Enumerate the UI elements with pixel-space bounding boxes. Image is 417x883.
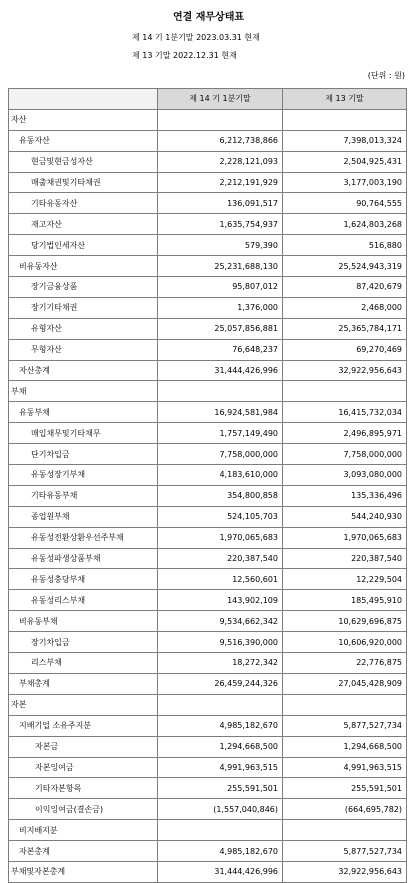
row-label: 유동자산 [9,130,158,151]
table-row [9,235,407,256]
table-row [9,130,407,151]
row-label: 자본총계 [9,841,158,862]
row-label: 현금및현금성자산 [9,151,158,172]
row-label: 종업원부채 [9,506,158,527]
row-prior-value: 135,336,496 [283,485,407,506]
row-prior-value: 7,398,013,324 [283,130,407,151]
subtitle-prior-period: 제 13 기말 2022.12.31 현재 [132,51,237,60]
row-current-value: 4,183,610,000 [158,465,283,486]
row-current-value: 18,272,342 [158,653,283,674]
row-current-value: 354,800,858 [158,485,283,506]
row-current-value: 25,231,688,130 [158,256,283,277]
unit-label: (단위 : 원) [367,71,405,80]
row-prior-value: 1,294,668,500 [283,736,407,757]
row-label: 비유동자산 [9,256,158,277]
row-current-value: 4,985,182,670 [158,841,283,862]
row-current-value: 12,560,601 [158,569,283,590]
row-label: 유동성파생상품부채 [9,548,158,569]
row-prior-value [283,694,407,715]
row-prior-value: 2,468,000 [283,297,407,318]
row-prior-value [283,820,407,841]
row-label: 자산 [9,109,158,130]
table-row [9,277,407,298]
row-label: 단기차입금 [9,444,158,465]
row-label: 비유동부채 [9,611,158,632]
table-row [9,757,407,778]
row-prior-value: 5,877,527,734 [283,841,407,862]
row-current-value [158,381,283,402]
table-row [9,861,407,882]
row-current-value: 1,635,754,937 [158,214,283,235]
table-row [9,214,407,235]
row-label: 비지배지분 [9,820,158,841]
row-label: 재고자산 [9,214,158,235]
row-prior-value: 544,240,930 [283,506,407,527]
row-current-value [158,694,283,715]
table-row [9,548,407,569]
row-current-value: 31,444,426,996 [158,360,283,381]
table-row [9,485,407,506]
table-row [9,193,407,214]
row-current-value: 25,057,856,881 [158,318,283,339]
table-row [9,339,407,360]
row-prior-value: 5,877,527,734 [283,715,407,736]
row-current-value: 1,757,149,490 [158,423,283,444]
row-label: 자산총계 [9,360,158,381]
table-row [9,778,407,799]
row-current-value [158,109,283,130]
table-row [9,423,407,444]
row-prior-value: 25,365,784,171 [283,318,407,339]
row-prior-value: 32,922,956,643 [283,861,407,882]
table-row [9,736,407,757]
row-prior-value: 2,496,895,971 [283,423,407,444]
header-item [9,89,158,110]
row-prior-value: 90,764,555 [283,193,407,214]
row-prior-value: 1,624,803,268 [283,214,407,235]
row-prior-value [283,381,407,402]
table-row [9,569,407,590]
table-row [9,506,407,527]
row-current-value: 1,970,065,683 [158,527,283,548]
row-prior-value: 69,270,469 [283,339,407,360]
row-prior-value: 2,504,925,431 [283,151,407,172]
row-current-value: 16,924,581,984 [158,402,283,423]
row-current-value: 95,807,012 [158,277,283,298]
row-label: 당기법인세자산 [9,235,158,256]
row-label: 기타유동부채 [9,485,158,506]
table-row [9,590,407,611]
header-prior: 제 13 기말 [283,89,407,110]
row-prior-value: 1,970,065,683 [283,527,407,548]
table-row [9,381,407,402]
row-prior-value: 87,420,679 [283,277,407,298]
row-current-value: 9,516,390,000 [158,632,283,653]
row-prior-value: 12,229,504 [283,569,407,590]
table-row [9,151,407,172]
table-row [9,444,407,465]
row-label: 유동성전환상환우선주부채 [9,527,158,548]
row-prior-value: 16,415,732,034 [283,402,407,423]
row-current-value: 6,212,738,866 [158,130,283,151]
row-current-value: 4,985,182,670 [158,715,283,736]
row-current-value: 255,591,501 [158,778,283,799]
table-row [9,256,407,277]
row-prior-value: 220,387,540 [283,548,407,569]
row-prior-value: 255,591,501 [283,778,407,799]
row-prior-value: 3,177,003,190 [283,172,407,193]
row-prior-value: (664,695,782) [283,799,407,820]
table-body [9,109,407,882]
row-prior-value: 516,880 [283,235,407,256]
row-label: 부채 [9,381,158,402]
row-current-value: 136,091,517 [158,193,283,214]
row-label: 이익잉여금(결손금) [9,799,158,820]
row-current-value: 76,648,237 [158,339,283,360]
row-label: 자본잉여금 [9,757,158,778]
table-header-row [9,89,407,110]
table-row [9,402,407,423]
table-row [9,841,407,862]
table-row [9,715,407,736]
table-row [9,297,407,318]
row-prior-value: 27,045,428,909 [283,673,407,694]
table-row [9,799,407,820]
table-row [9,360,407,381]
row-current-value: 9,534,662,342 [158,611,283,632]
row-prior-value: 185,495,910 [283,590,407,611]
row-label: 자본금 [9,736,158,757]
row-current-value: 143,902,109 [158,590,283,611]
row-prior-value: 22,776,875 [283,653,407,674]
header-current: 제 14 기 1분기말 [158,89,283,110]
row-prior-value: 10,629,696,875 [283,611,407,632]
row-label: 부채총계 [9,673,158,694]
subtitle-current-period: 제 14 기 1분기말 2023.03.31 현재 [132,33,260,42]
row-label: 부채및자본총계 [9,861,158,882]
row-label: 자본 [9,694,158,715]
row-current-value: 220,387,540 [158,548,283,569]
row-current-value: 26,459,244,326 [158,673,283,694]
row-label: 유동부채 [9,402,158,423]
row-label: 장기금융상품 [9,277,158,298]
row-label: 유동성장기부채 [9,465,158,486]
row-label: 지배기업 소유주지분 [9,715,158,736]
table-row [9,611,407,632]
table-row [9,527,407,548]
row-label: 매출채권및기타채권 [9,172,158,193]
row-label: 기타유동자산 [9,193,158,214]
row-prior-value: 7,758,000,000 [283,444,407,465]
row-current-value: 524,105,703 [158,506,283,527]
table-row [9,673,407,694]
row-current-value: 2,228,121,093 [158,151,283,172]
row-current-value: 31,444,426,996 [158,861,283,882]
row-label: 매입채무및기타채무 [9,423,158,444]
row-label: 유형자산 [9,318,158,339]
row-prior-value: 32,922,956,643 [283,360,407,381]
row-prior-value: 3,093,080,000 [283,465,407,486]
row-label: 기타자본항목 [9,778,158,799]
row-prior-value: 4,991,963,515 [283,757,407,778]
row-current-value: 2,212,191,929 [158,172,283,193]
statement-title: 연결 재무상태표 [172,12,245,23]
row-prior-value: 25,524,943,319 [283,256,407,277]
row-prior-value [283,109,407,130]
row-current-value: 579,390 [158,235,283,256]
row-current-value [158,820,283,841]
balance-sheet-table [8,88,407,883]
row-current-value: 4,991,963,515 [158,757,283,778]
row-label: 리스부채 [9,653,158,674]
row-current-value: 1,294,668,500 [158,736,283,757]
table-row [9,172,407,193]
row-current-value: 7,758,000,000 [158,444,283,465]
table-row [9,632,407,653]
row-label: 유동성리스부채 [9,590,158,611]
table-row [9,820,407,841]
table-row [9,465,407,486]
table-row [9,653,407,674]
row-current-value: 1,376,000 [158,297,283,318]
row-label: 유동성충당부채 [9,569,158,590]
row-current-value: (1,557,040,846) [158,799,283,820]
table-row [9,318,407,339]
table-row [9,694,407,715]
row-label: 장기기타채권 [9,297,158,318]
row-prior-value: 10,606,920,000 [283,632,407,653]
table-row [9,109,407,130]
row-label: 무형자산 [9,339,158,360]
row-label: 장기차입금 [9,632,158,653]
